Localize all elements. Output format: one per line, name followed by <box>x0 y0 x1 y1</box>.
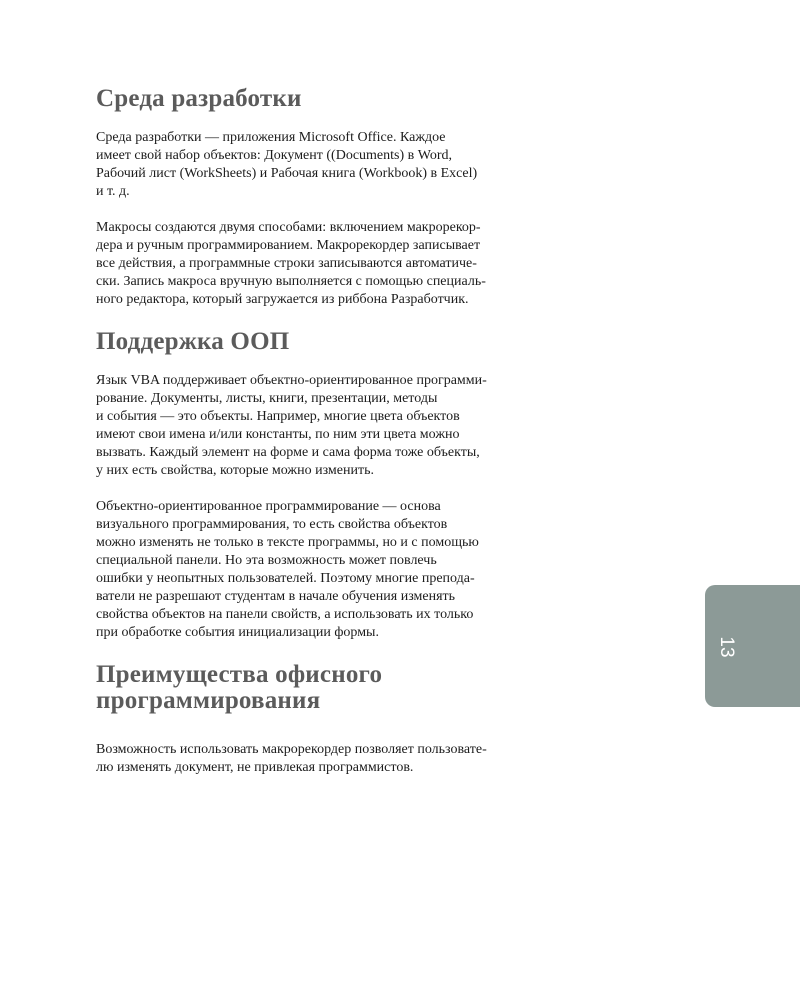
text-line: имеет свой набор объектов: Документ ((Documents) в Word, <box>96 148 452 163</box>
paragraph <box>96 219 580 309</box>
text-line: рование. Документы, листы, книги, презентации, методы <box>96 391 438 406</box>
page-number: 13 <box>716 636 737 658</box>
text-line: свойства объектов на панели свойств, а использовать их только <box>96 607 474 622</box>
text-line: и события — это объекты. Например, многие цвета объектов <box>96 409 460 424</box>
text-line: Язык VBA поддерживает объектно-ориентированное программи- <box>96 373 487 388</box>
text-line: специальной панели. Но эта возможность может повлечь <box>96 553 437 568</box>
text-line: все действия, а программные строки записываются автоматиче- <box>96 256 477 271</box>
text-line: и т. д. <box>96 184 130 199</box>
text-line: ного редактора, который загружается из риббона Разработчик. <box>96 292 469 307</box>
section-heading-office-programming-advantages <box>96 662 580 714</box>
page-content <box>96 86 580 777</box>
text-line: Рабочий лист (WorkSheets) и Рабочая книга (Workbook) в Excel) <box>96 166 478 181</box>
section-heading-oop-support: Поддержка ООП <box>96 328 290 355</box>
text-line: можно изменять не только в тексте программы, но и с помощью <box>96 535 479 550</box>
text-line: ски. Запись макроса вручную выполняется с помощью специаль- <box>96 274 486 289</box>
text-line: дера и ручным программированием. Макрорекордер записывает <box>96 238 481 253</box>
text-line: визуального программирования, то есть свойства объектов <box>96 517 448 532</box>
paragraph <box>96 498 580 642</box>
paragraph <box>96 372 580 480</box>
heading-line: программирования <box>96 687 321 714</box>
text-line: у них есть свойства, которые можно изменить. <box>96 463 374 478</box>
text-line: имеют свои имена и/или константы, по ним эти цвета можно <box>96 427 460 442</box>
text-line: лю изменять документ, не привлекая программистов. <box>96 760 414 775</box>
text-line: Среда разработки — приложения Microsoft Office. Каждое <box>96 130 446 145</box>
text-line: Объектно-ориентированное программирование — основа <box>96 499 441 514</box>
text-line: ошибки у неопытных пользователей. Поэтому многие препода- <box>96 571 475 586</box>
text-line: ватели не разрешают студентам в начале обучения изменять <box>96 589 456 604</box>
paragraph <box>96 129 580 201</box>
text-line: Макросы создаются двумя способами: включением макрорекор- <box>96 220 481 235</box>
heading-line: Преимущества офисного <box>96 661 383 688</box>
text-line: Возможность использовать макрорекордер позволяет пользовате- <box>96 742 487 757</box>
text-line: вызвать. Каждый элемент на форме и сама форма тоже объекты, <box>96 445 480 460</box>
text-line: при обработке события инициализации формы. <box>96 625 379 640</box>
paragraph <box>96 741 580 777</box>
section-heading-development-environment: Среда разработки <box>96 85 302 112</box>
